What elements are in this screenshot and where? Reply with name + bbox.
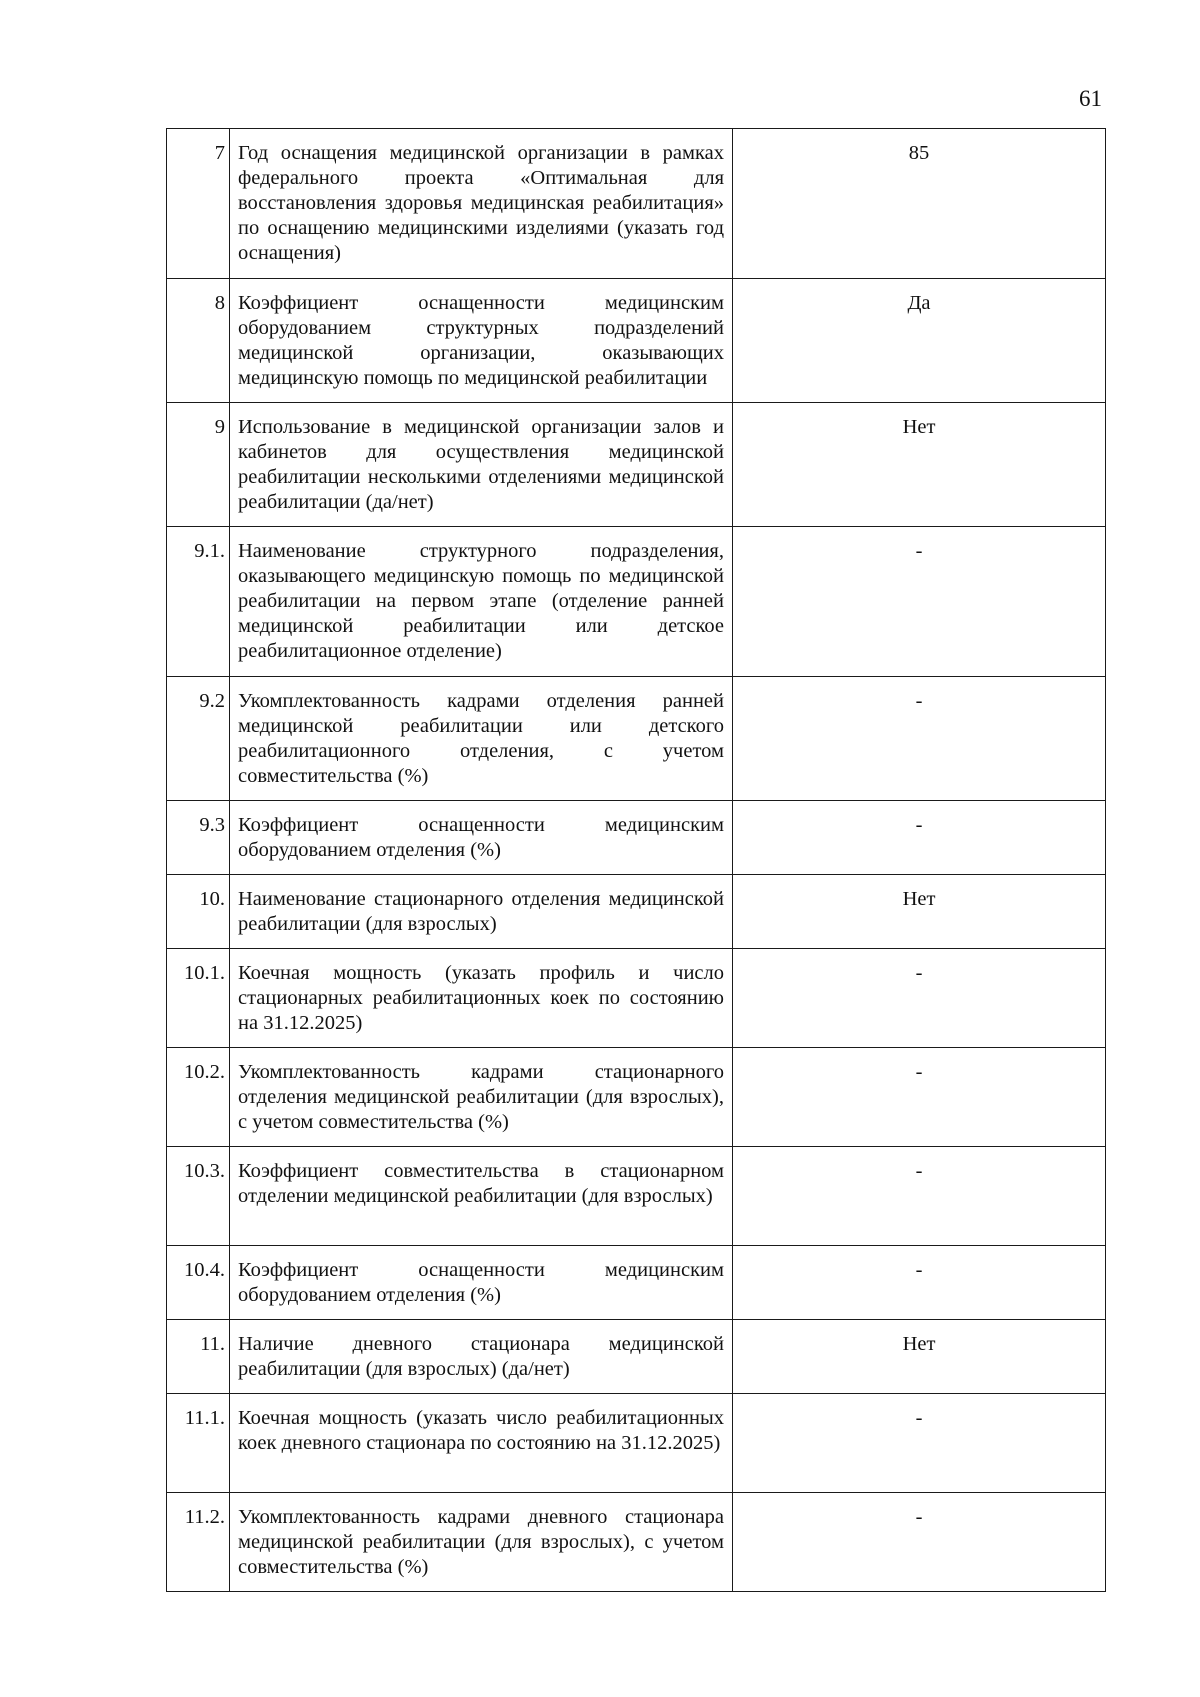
row-value: - — [733, 1048, 1106, 1147]
table-row — [167, 279, 1106, 403]
row-number: 11. — [167, 1320, 230, 1394]
row-description: Использование в медицинской организации залов и кабинетов для осуществления медицинской реабилитации несколькими отделениями медицинской реабилитации (да/нет) — [230, 403, 733, 527]
row-number: 10. — [167, 875, 230, 949]
row-value: Нет — [733, 875, 1106, 949]
row-value: - — [733, 1147, 1106, 1246]
row-number: 9.2 — [167, 677, 230, 801]
data-table — [166, 128, 1106, 1592]
page-number: 61 — [1079, 86, 1102, 111]
table-row — [167, 403, 1106, 527]
row-description: Наличие дневного стационара медицинской реабилитации (для взрослых) (да/нет) — [230, 1320, 733, 1394]
table-row — [167, 801, 1106, 875]
row-description: Коэффициент оснащенности медицинским оборудованием структурных подразделений медицинской организации, оказывающих медицинскую помощь по медицинской реабилитации — [230, 279, 733, 403]
row-value: - — [733, 527, 1106, 677]
row-number: 8 — [167, 279, 230, 403]
table-row — [167, 949, 1106, 1048]
row-number: 10.1. — [167, 949, 230, 1048]
row-number: 9 — [167, 403, 230, 527]
row-value: - — [733, 1493, 1106, 1592]
row-value: - — [733, 1394, 1106, 1493]
row-value: Нет — [733, 1320, 1106, 1394]
row-value: Да — [733, 279, 1106, 403]
table-row — [167, 1320, 1106, 1394]
table-row — [167, 527, 1106, 677]
table-row — [167, 1394, 1106, 1493]
row-description: Коечная мощность (указать число реабилитационных коек дневного стационара по состоянию на 31.12.2025) — [230, 1394, 733, 1493]
table-row — [167, 1493, 1106, 1592]
table-row — [167, 129, 1106, 279]
row-description: Укомплектованность кадрами отделения ранней медицинской реабилитации или детского реабилитационного отделения, с учетом совместительства (%) — [230, 677, 733, 801]
row-description: Коэффициент совместительства в стационарном отделении медицинской реабилитации (для взрослых) — [230, 1147, 733, 1246]
row-description: Коечная мощность (указать профиль и число стационарных реабилитационных коек по состоянию на 31.12.2025) — [230, 949, 733, 1048]
row-value: 85 — [733, 129, 1106, 279]
table-row — [167, 1147, 1106, 1246]
row-number: 10.4. — [167, 1246, 230, 1320]
row-number: 9.3 — [167, 801, 230, 875]
row-number: 10.2. — [167, 1048, 230, 1147]
row-number: 10.3. — [167, 1147, 230, 1246]
row-number: 9.1. — [167, 527, 230, 677]
row-description: Год оснащения медицинской организации в рамках федерального проекта «Оптимальная для восстановления здоровья медицинская реабилитация» по оснащению медицинскими изделиями (указать год оснащения) — [230, 129, 733, 279]
row-description: Коэффициент оснащенности медицинским оборудованием отделения (%) — [230, 801, 733, 875]
row-description: Наименование структурного подразделения, оказывающего медицинскую помощь по медицинской реабилитации на первом этапе (отделение ранней медицинской реабилитации или детское реабилитационное отделение) — [230, 527, 733, 677]
row-value: - — [733, 677, 1106, 801]
row-description: Укомплектованность кадрами стационарного отделения медицинской реабилитации (для взрослых), с учетом совместительства (%) — [230, 1048, 733, 1147]
row-number: 11.2. — [167, 1493, 230, 1592]
row-value: - — [733, 801, 1106, 875]
table-body — [167, 129, 1106, 1592]
row-description: Коэффициент оснащенности медицинским оборудованием отделения (%) — [230, 1246, 733, 1320]
row-value: Нет — [733, 403, 1106, 527]
row-number: 7 — [167, 129, 230, 279]
row-value: - — [733, 949, 1106, 1048]
row-number: 11.1. — [167, 1394, 230, 1493]
table-row — [167, 677, 1106, 801]
table-row — [167, 1246, 1106, 1320]
table-row — [167, 875, 1106, 949]
row-description: Укомплектованность кадрами дневного стационара медицинской реабилитации (для взрослых), с учетом совместительства (%) — [230, 1493, 733, 1592]
table-row — [167, 1048, 1106, 1147]
row-value: - — [733, 1246, 1106, 1320]
row-description: Наименование стационарного отделения медицинской реабилитации (для взрослых) — [230, 875, 733, 949]
